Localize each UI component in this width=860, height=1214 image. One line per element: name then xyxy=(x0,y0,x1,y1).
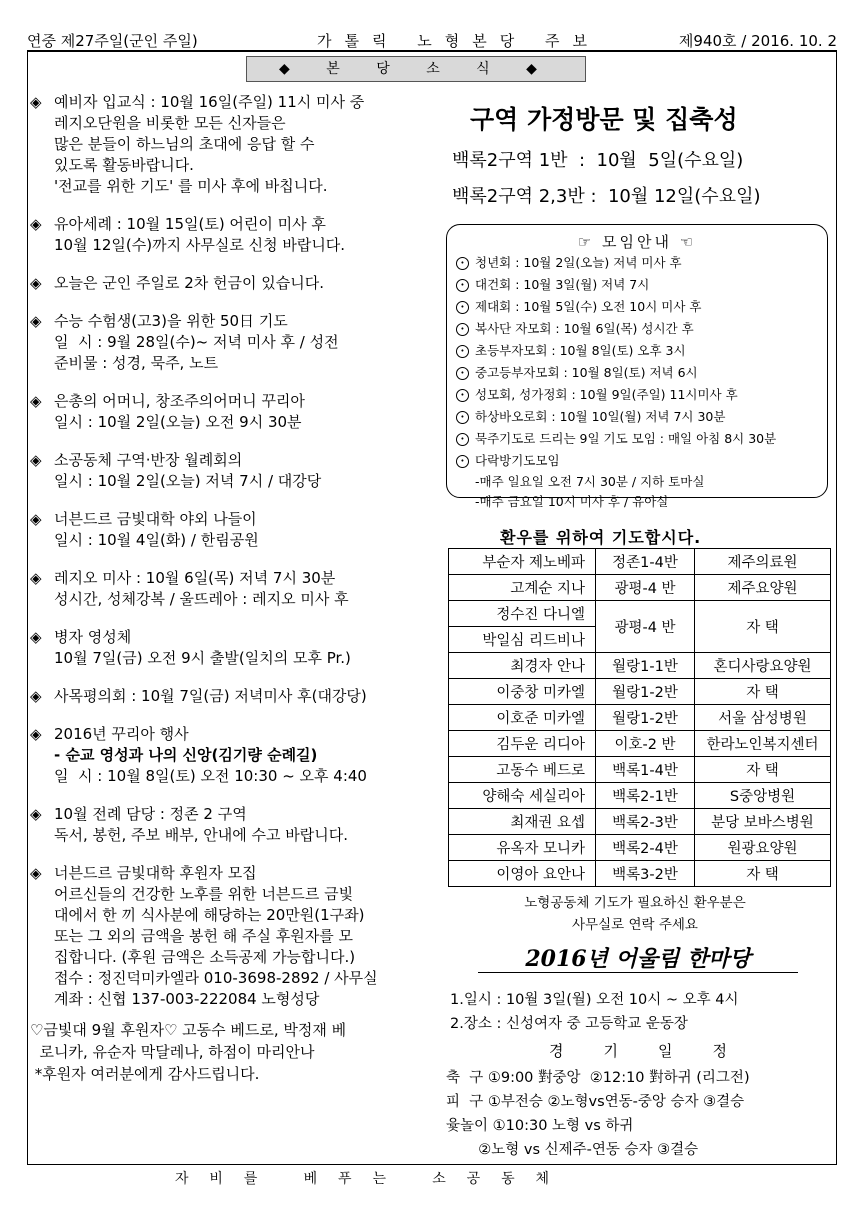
news-line: 일 시 : 9월 28일(수)~ 저녁 미사 후 / 성전 xyxy=(54,333,339,351)
meeting-item xyxy=(456,406,827,428)
meeting-item xyxy=(456,428,827,450)
table-row xyxy=(449,809,831,835)
diamond-bullet-icon: ◈ xyxy=(30,312,42,330)
patient-location: 자 택 xyxy=(695,601,831,653)
meeting-text: 묵주기도로 드리는 9일 기도 모임 : 매일 아침 8시 30분 xyxy=(475,431,777,446)
news-line: 일시 : 10월 4일(화) / 한림공원 xyxy=(54,531,259,549)
patient-name: 최경자 안나 xyxy=(449,653,596,679)
news-line: 10월 7일(금) 오전 9시 출발(일치의 모후 Pr.) xyxy=(54,649,351,667)
game-row: 윷놀이 ①10:30 노형 vs 하귀 xyxy=(446,1118,634,1134)
diamond-bullet-icon: ◈ xyxy=(30,215,42,233)
meeting-text: 하상바오로회 : 10월 10일(월) 저녁 7시 30분 xyxy=(475,409,726,424)
meeting-item xyxy=(456,340,827,362)
news-line: '전교를 위한 기도' 를 미사 후에 바칩니다. xyxy=(54,177,328,195)
news-item xyxy=(30,214,430,256)
news-line: 접수 : 정진덕미카엘라 010-3698-2892 / 사무실 xyxy=(54,969,378,987)
diamond-bullet-icon: ◈ xyxy=(30,451,42,469)
patient-location: 제주의료원 xyxy=(695,549,831,575)
diamond-bullet-icon: ◈ xyxy=(30,864,42,882)
news-heading: 너븐드르 금빛대학 후원자 모집 xyxy=(54,864,257,882)
news-heading: 예비자 입교식 : 10월 16일(주일) 11시 미사 중 xyxy=(54,93,365,111)
meeting-item xyxy=(456,274,827,296)
thanks-line: *후원자 여러분에게 감사드립니다. xyxy=(30,1065,260,1083)
patient-name: 부순자 제노베파 xyxy=(449,549,596,575)
patient-district: 백록3-2반 xyxy=(596,861,695,887)
news-item xyxy=(30,273,430,294)
bulletin-title: 가톨릭 노형본당 주보 xyxy=(317,32,600,50)
patient-district: 월랑1-2반 xyxy=(596,679,695,705)
patient-district: 월랑1-2반 xyxy=(596,705,695,731)
news-item xyxy=(30,391,430,433)
news-item xyxy=(30,568,430,610)
meeting-text: 복사단 자모회 : 10월 6일(목) 성시간 후 xyxy=(475,321,694,336)
visit-schedule-2: 백록2구역 2,3반 : 10월 12일(수요일) xyxy=(452,186,761,207)
prayer-note-line: 사무실로 연락 주세요 xyxy=(572,917,698,933)
patient-district: 광평-4 반 xyxy=(596,601,695,653)
meeting-text: 대건회 : 10월 3일(월) 저녁 7시 xyxy=(475,277,650,292)
news-heading: 10월 전례 담당 : 정존 2 구역 xyxy=(54,805,247,823)
footer-motto: 자 비 를 베 푸 는 소 공 동 체 xyxy=(175,1171,554,1187)
patient-location: S중앙병원 xyxy=(695,783,831,809)
patient-name: 고동수 베드로 xyxy=(449,757,596,783)
prayer-note-line: 노형공동체 기도가 필요하신 환우분은 xyxy=(524,895,746,911)
table-row xyxy=(449,757,831,783)
news-item xyxy=(30,686,430,707)
patient-district: 정존1-4반 xyxy=(596,549,695,575)
event-title: 2016년 어울림 한마당 xyxy=(525,946,751,972)
news-heading: 사목평의회 : 10월 7일(금) 저녁미사 후(대강당) xyxy=(54,687,367,705)
thanks-block xyxy=(30,1019,430,1085)
news-line: 일시 : 10월 2일(오늘) 저녁 7시 / 대강당 xyxy=(54,472,322,490)
meeting-text: 성모회, 성가정회 : 10월 9일(주일) 11시미사 후 xyxy=(475,387,738,402)
dot-circle-icon: • xyxy=(456,301,469,314)
meetings-title: ☞ 모임안내 ☜ xyxy=(577,233,697,251)
patient-district: 이호-2 반 xyxy=(596,731,695,757)
news-heading: 오늘은 군인 주일로 2차 헌금이 있습니다. xyxy=(54,274,324,292)
meeting-text: 청년회 : 10월 2일(오늘) 저녁 미사 후 xyxy=(475,255,682,270)
news-item xyxy=(30,509,430,551)
issue-number: 제940호 / 2016. 10. 2 xyxy=(678,32,837,50)
table-row xyxy=(449,601,831,627)
news-line: - 순교 영성과 나의 신앙(김기량 순례길) xyxy=(54,746,318,764)
dot-circle-icon: • xyxy=(456,455,469,468)
meeting-text: 중고등부자모회 : 10월 8일(토) 저녁 6시 xyxy=(475,365,698,380)
patient-location: 한라노인복지센터 xyxy=(695,731,831,757)
event-place: 2.장소 : 신성여자 중 고등학교 운동장 xyxy=(450,1016,688,1032)
news-line: 계좌 : 신협 137-003-222084 노형성당 xyxy=(54,990,320,1008)
news-line: 집합니다. (후원 금액은 소득공제 가능합니다.) xyxy=(54,948,356,966)
patient-district: 백록1-4반 xyxy=(596,757,695,783)
news-heading: 수능 수험생(고3)을 위한 50日 기도 xyxy=(54,312,288,330)
meeting-text: 다락방기도모임 xyxy=(475,453,560,468)
diamond-bullet-icon: ◈ xyxy=(30,687,42,705)
table-row xyxy=(449,653,831,679)
news-heading: 병자 영성체 xyxy=(54,628,132,646)
visit-title: 구역 가정방문 및 집축성 xyxy=(470,105,738,134)
patient-location: 원광요양원 xyxy=(695,835,831,861)
meeting-text: 초등부자모회 : 10월 8일(토) 오후 3시 xyxy=(475,343,686,358)
dot-circle-icon: • xyxy=(456,257,469,270)
news-item xyxy=(30,724,430,787)
diamond-bullet-icon: ◈ xyxy=(30,569,42,587)
meeting-sub: -매주 일요일 오전 7시 30분 / 지하 토마실 xyxy=(475,474,705,489)
news-heading: 유아세례 : 10월 15일(토) 어린이 미사 후 xyxy=(54,215,326,233)
table-row xyxy=(449,705,831,731)
patient-name: 최재권 요셉 xyxy=(449,809,596,835)
game-row: 축 구 ①9:00 對중앙 ②12:10 對하귀 (리그전) xyxy=(446,1070,750,1086)
meeting-item xyxy=(456,252,827,274)
liturgical-day: 연중 제27주일(군인 주일) xyxy=(27,32,198,50)
table-row xyxy=(449,575,831,601)
patient-district: 백록2-3반 xyxy=(596,809,695,835)
meeting-item xyxy=(456,362,827,384)
dot-circle-icon: • xyxy=(456,279,469,292)
diamond-bullet-icon: ◈ xyxy=(30,93,42,111)
bulletin-header xyxy=(27,28,837,50)
section-banner: ◆ 본 당 소 식 ◆ xyxy=(246,56,586,82)
patient-table xyxy=(448,548,831,887)
patient-location: 자 택 xyxy=(695,679,831,705)
patient-name: 양해숙 세실리아 xyxy=(449,783,596,809)
meeting-item xyxy=(456,450,827,472)
news-line: 대에서 한 끼 식사분에 해당하는 20만원(1구좌) xyxy=(54,906,365,924)
visit-schedule-1: 백록2구역 1반 : 10월 5일(수요일) xyxy=(452,150,744,171)
diamond-bullet-icon: ◈ xyxy=(30,725,42,743)
patient-name: 이영아 요안나 xyxy=(449,861,596,887)
news-heading: 너븐드르 금빛대학 야외 나들이 xyxy=(54,510,257,528)
dot-circle-icon: • xyxy=(456,433,469,446)
meeting-sub: -매주 금요일 10시 미사 후 / 유아실 xyxy=(475,494,669,509)
table-row xyxy=(449,549,831,575)
game-row: 피 구 ①부전승 ②노형vs연동-중앙 승자 ③결승 xyxy=(446,1094,745,1110)
news-heading: 은총의 어머니, 창조주의어머니 꾸리아 xyxy=(54,392,305,410)
news-line: 일시 : 10월 2일(오늘) 오전 9시 30분 xyxy=(54,413,302,431)
patient-location: 자 택 xyxy=(695,861,831,887)
news-line: 10월 12일(수)까지 사무실로 신청 바랍니다. xyxy=(54,236,346,254)
news-line: 많은 분들이 하느님의 초대에 응답 할 수 xyxy=(54,135,315,153)
patient-location: 제주요양원 xyxy=(695,575,831,601)
news-heading: 레지오 미사 : 10월 6일(목) 저녁 7시 30분 xyxy=(54,569,336,587)
patient-name: 이호준 미카엘 xyxy=(449,705,596,731)
event-date: 1.일시 : 10월 3일(월) 오전 10시 ~ 오후 4시 xyxy=(450,992,739,1008)
table-row xyxy=(449,835,831,861)
diamond-bullet-icon: ◈ xyxy=(30,628,42,646)
patient-district: 월랑1-1반 xyxy=(596,653,695,679)
patient-name: 정수진 다니엘 xyxy=(449,601,596,627)
patient-name: 김두운 리디아 xyxy=(449,731,596,757)
news-heading: 소공동체 구역·반장 월례회의 xyxy=(54,451,243,469)
dot-circle-icon: • xyxy=(456,323,469,336)
patient-name: 고계순 지나 xyxy=(449,575,596,601)
patient-name: 박일심 리드비나 xyxy=(449,627,596,653)
news-line: 독서, 봉헌, 주보 배부, 안내에 수고 바랍니다. xyxy=(54,826,349,844)
patient-district: 광평-4 반 xyxy=(596,575,695,601)
diamond-bullet-icon: ◈ xyxy=(30,392,42,410)
diamond-bullet-icon: ◈ xyxy=(30,805,42,823)
meeting-item xyxy=(456,296,827,318)
news-item xyxy=(30,804,430,846)
patient-location: 서울 삼성병원 xyxy=(695,705,831,731)
meetings-box xyxy=(446,224,828,509)
dot-circle-icon: • xyxy=(456,345,469,358)
table-row xyxy=(449,783,831,809)
thanks-line: ♡금빛대 9월 후원자♡ 고동수 베드로, 박정재 베 xyxy=(30,1021,347,1039)
news-item xyxy=(30,450,430,492)
news-list xyxy=(30,92,430,1010)
diamond-bullet-icon: ◈ xyxy=(30,274,42,292)
news-line: 준비물 : 성경, 묵주, 노트 xyxy=(54,354,219,372)
news-line: 성시간, 성체강복 / 울뜨레아 : 레지오 미사 후 xyxy=(54,590,349,608)
meeting-text: 제대회 : 10월 5일(수) 오전 10시 미사 후 xyxy=(475,299,702,314)
news-line: 또는 그 외의 금액을 봉헌 해 주실 후원자를 모 xyxy=(54,927,353,945)
news-item xyxy=(30,863,430,1010)
table-row xyxy=(449,679,831,705)
patient-name: 이중창 미카엘 xyxy=(449,679,596,705)
event-title-underline xyxy=(478,972,798,973)
meeting-item xyxy=(456,384,827,406)
dot-circle-icon: • xyxy=(456,367,469,380)
table-row xyxy=(449,731,831,757)
parish-news-column xyxy=(30,92,430,1085)
dot-circle-icon: • xyxy=(456,389,469,402)
news-item xyxy=(30,92,430,197)
news-line: 일 시 : 10월 8일(토) 오전 10:30 ~ 오후 4:40 xyxy=(54,767,367,785)
patient-district: 백록2-1반 xyxy=(596,783,695,809)
dot-circle-icon: • xyxy=(456,411,469,424)
diamond-bullet-icon: ◈ xyxy=(30,510,42,528)
game-row: ②노형 vs 신제주-연동 승자 ③결승 xyxy=(446,1142,699,1158)
prayer-note xyxy=(460,892,810,936)
news-item xyxy=(30,311,430,374)
news-line: 어르신들의 건강한 노후를 위한 너븐드르 금빛 xyxy=(54,885,354,903)
games-title: 경기일정 xyxy=(549,1042,767,1060)
patient-name: 유옥자 모니카 xyxy=(449,835,596,861)
patient-location: 혼디사랑요양원 xyxy=(695,653,831,679)
meetings-list xyxy=(447,252,827,472)
meeting-item xyxy=(456,318,827,340)
table-row xyxy=(449,861,831,887)
patient-location: 분당 보바스병원 xyxy=(695,809,831,835)
news-line: 레지오단원을 비롯한 모든 신자들은 xyxy=(54,114,286,132)
patient-district: 백록2-4반 xyxy=(596,835,695,861)
news-line: 있도록 활동바랍니다. xyxy=(54,156,194,174)
prayer-title: 환우를 위하여 기도합시다. xyxy=(500,528,702,547)
thanks-line: 로니카, 유순자 막달레나, 하점이 마리안나 xyxy=(30,1043,315,1061)
news-heading: 2016년 꾸리아 행사 xyxy=(54,725,189,743)
news-item xyxy=(30,627,430,669)
patient-location: 자 택 xyxy=(695,757,831,783)
